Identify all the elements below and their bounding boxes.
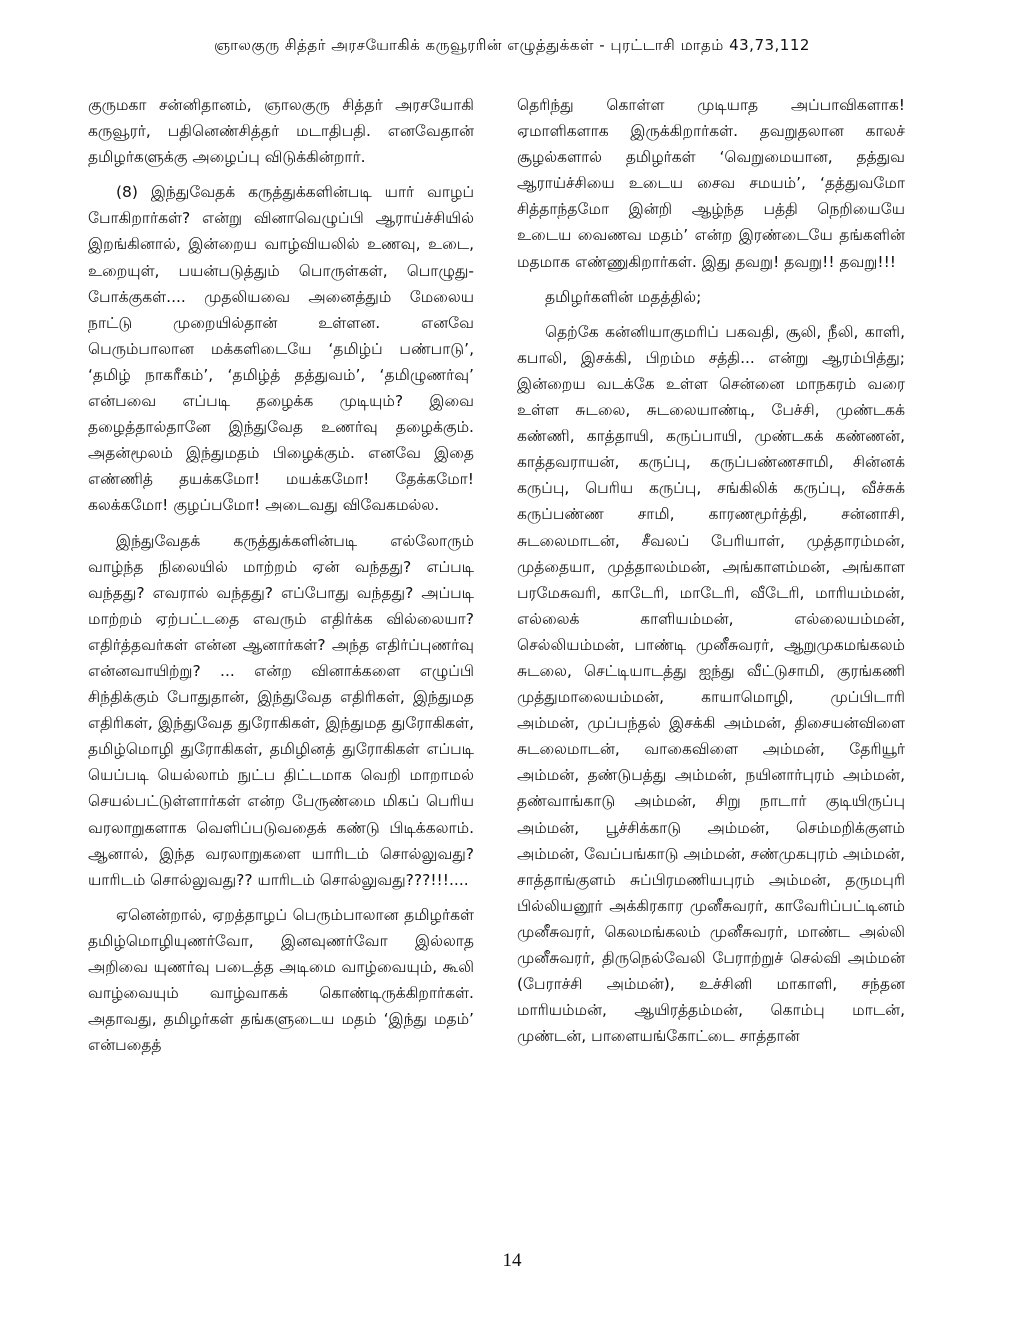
page-number: 14 (502, 1250, 522, 1271)
paragraph: இந்துவேதக் கருத்துக்களின்படி எல்லோரும் வாழ்ந்த நிலையில் மாற்றம் ஏன் வந்தது? எப்படி வந்தது? எவரால் வந்தது? எப்போது வந்தது? அப்படி மாற்றம் ஏற்பட்டதை எவரும் எதிர்க்க வில்லையா? எதிர்த்தவர்கள் என்ன ஆனார்கள்? அந்த எதிர்ப்புணர்வு என்னவாயிற்று? ... என்ற வினாக்களை எழுப்பி சிந்திக்கும் போதுதான், இந்துவேத எதிரிகள், இந்துமத எதிரிகள், இந்துவேத துரோகிகள், இந்துமத துரோகிகள், தமிழ்மொழி துரோகிகள், தமிழினத் துரோகிகள் எப்படி யெப்படி யெல்லாம் நுட்ப திட்டமாக வெறி மாறாமல் செயல்பட்டுள்ளார்கள் என்ற பேருண்மை மிகப் பெரிய வரலாறுகளாக வெளிப்படுவதைக் கண்டு பிடிக்கலாம். ஆனால், இந்த வரலாறுகளை யாரிடம் சொல்லுவது? யாரிடம் சொல்லுவது?? யாரிடம் சொல்லுவது???!!!.... (88, 531, 474, 889)
left-column (88, 92, 474, 1058)
paragraph: தெரிந்து கொள்ள முடியாத அப்பாவிகளாக! ஏமாளிகளாக இருக்கிறார்கள். தவறுதலான காலச் சூழல்களால் தமிழர்கள் ‘வெறுமையான, தத்துவ ஆராய்ச்சியை உடைய சைவ சமயம்’, ‘தத்துவமோ சித்தாந்தமோ இன்றி ஆழ்ந்த பத்தி நெறியையே உடைய வைணவ மதம்’ என்ற இரண்டையே தங்களின் மதமாக எண்ணுகிறார்கள். இது தவறு! தவறு!! தவறு!!! (517, 96, 905, 271)
paragraph: தெற்கே கன்னியாகுமரிப் பகவதி, சூலி, நீலி, காளி, கபாலி, இசக்கி, பிறம்ம சத்தி... என்று ஆரம்பித்து; இன்றைய வடக்கே உள்ள சென்னை மாநகரம் வரை உள்ள சுடலை, சுடலையாண்டி, பேச்சி, முண்டகக் கண்ணி, காத்தாயி, கருப்பாயி, முண்டகக் கண்ணன், காத்தவராயன், கருப்பு, கருப்பண்ணசாமி, சின்னக் கருப்பு, பெரிய கருப்பு, சங்கிலிக் கருப்பு, வீச்சுக் கருப்பண்ண சாமி, காரணமூர்த்தி, சன்னாசி, சுடலைமாடன், சீவலப் பேரியாள், முத்தாரம்மன், முத்தையா, முத்தாலம்மன், அங்காளம்மன், அங்காள பரமேசுவரி, காடேரி, மாடேரி, வீடேரி, மாரியம்மன், எல்லைக் காளியம்மன், எல்லையம்மன், செல்லியம்மன், பாண்டி முனீசுவரர், ஆறுமுகமங்கலம் சுடலை, செட்டியாடத்து ஐந்து வீட்டுசாமி, குரங்கணி முத்துமாலையம்மன், காயாமொழி, முப்பிடாரி அம்மன், முப்பந்தல் இசக்கி அம்மன், திசையன்விளை சுடலைமாடன், வாகைவிளை அம்மன், தேரியூர் அம்மன், தண்டுபத்து அம்மன், நயினார்புரம் அம்மன், தண்வாங்காடு அம்மன், சிறு நாடார் குடியிருப்பு அம்மன், பூச்சிக்காடு அம்மன், செம்மறிக்குளம் அம்மன், வேப்பங்காடு அம்மன், சண்முகபுரம் அம்மன், சாத்தாங்குளம் சுப்பிரமணியபுரம் அம்மன், தருமபுரி பில்லியனூர் அக்கிரகார முனீசுவரர், காவேரிப்பட்டினம் முனீசுவரர், கெலமங்கலம் முனீசுவரர், மாண்ட அல்லி முனீசுவரர், திருநெல்வேலி பேராற்றுச் செல்வி அம்மன் (பேராச்சி அம்மன்), உச்சினி மாகாளி, சந்தன மாரியம்மன், ஆயிரத்தம்மன், கொம்பு மாடன், முண்டன், பாளையங்கோட்டை சாத்தான் (517, 322, 905, 1046)
running-header: ஞாலகுரு சித்தர் அரசயோகிக் கருவூரரின் எழுத்துக்கள் - புரட்டாசி மாதம் 43,73,112 (214, 36, 810, 54)
paragraph: (8) இந்துவேதக் கருத்துக்களின்படி யார் வாழப் போகிறார்கள்? என்று வினாவெழுப்பி ஆராய்ச்சியில் இறங்கினால், இன்றைய வாழ்வியலில் உணவு, உடை, உறையுள், பயன்படுத்தும் பொருள்கள், பொழுது-போக்குகள்.... முதலியவை அனைத்தும் மேலைய நாட்டு முறையில்தான் உள்ளன. எனவே பெரும்பாலான மக்களிடையே ‘தமிழ்ப் பண்பாடு’, ‘தமிழ் நாகரீகம்’, ‘தமிழ்த் தத்துவம்’, ‘தமிழுணர்வு’ என்பவை எப்படி தழைக்க முடியும்? இவை தழைத்தால்தானே இந்துவேத உணர்வு தழைக்கும். அதன்மூலம் இந்துமதம் பிழைக்கும். எனவே இதை எண்ணித் தயக்கமோ! மயக்கமோ! தேக்கமோ! கலக்கமோ! குழப்பமோ! அடைவது விவேகமல்ல. (88, 183, 474, 515)
paragraph: தமிழர்களின் மதத்தில்; (545, 287, 702, 306)
paragraph: ஏனென்றால், ஏறத்தாழப் பெரும்பாலான தமிழர்கள் தமிழ்மொழியுணர்வோ, இனவுணர்வோ இல்லாத அறிவை யுணர்வு படைத்த அடிமை வாழ்வையும், கூலி வாழ்வையும் வாழ்வாகக் கொண்டிருக்கிறார்கள். அதாவது, தமிழர்கள் தங்களுடைய மதம் ‘இந்து மதம்’ என்பதைத் (88, 905, 474, 1055)
right-column (517, 92, 905, 1049)
paragraph: குருமகா சன்னிதானம், ஞாலகுரு சித்தர் அரசயோகி கருவூரர், பதினெண்சித்தர் மடாதிபதி. எனவேதான் தமிழர்களுக்கு அழைப்பு விடுக்கின்றார். (88, 96, 474, 167)
